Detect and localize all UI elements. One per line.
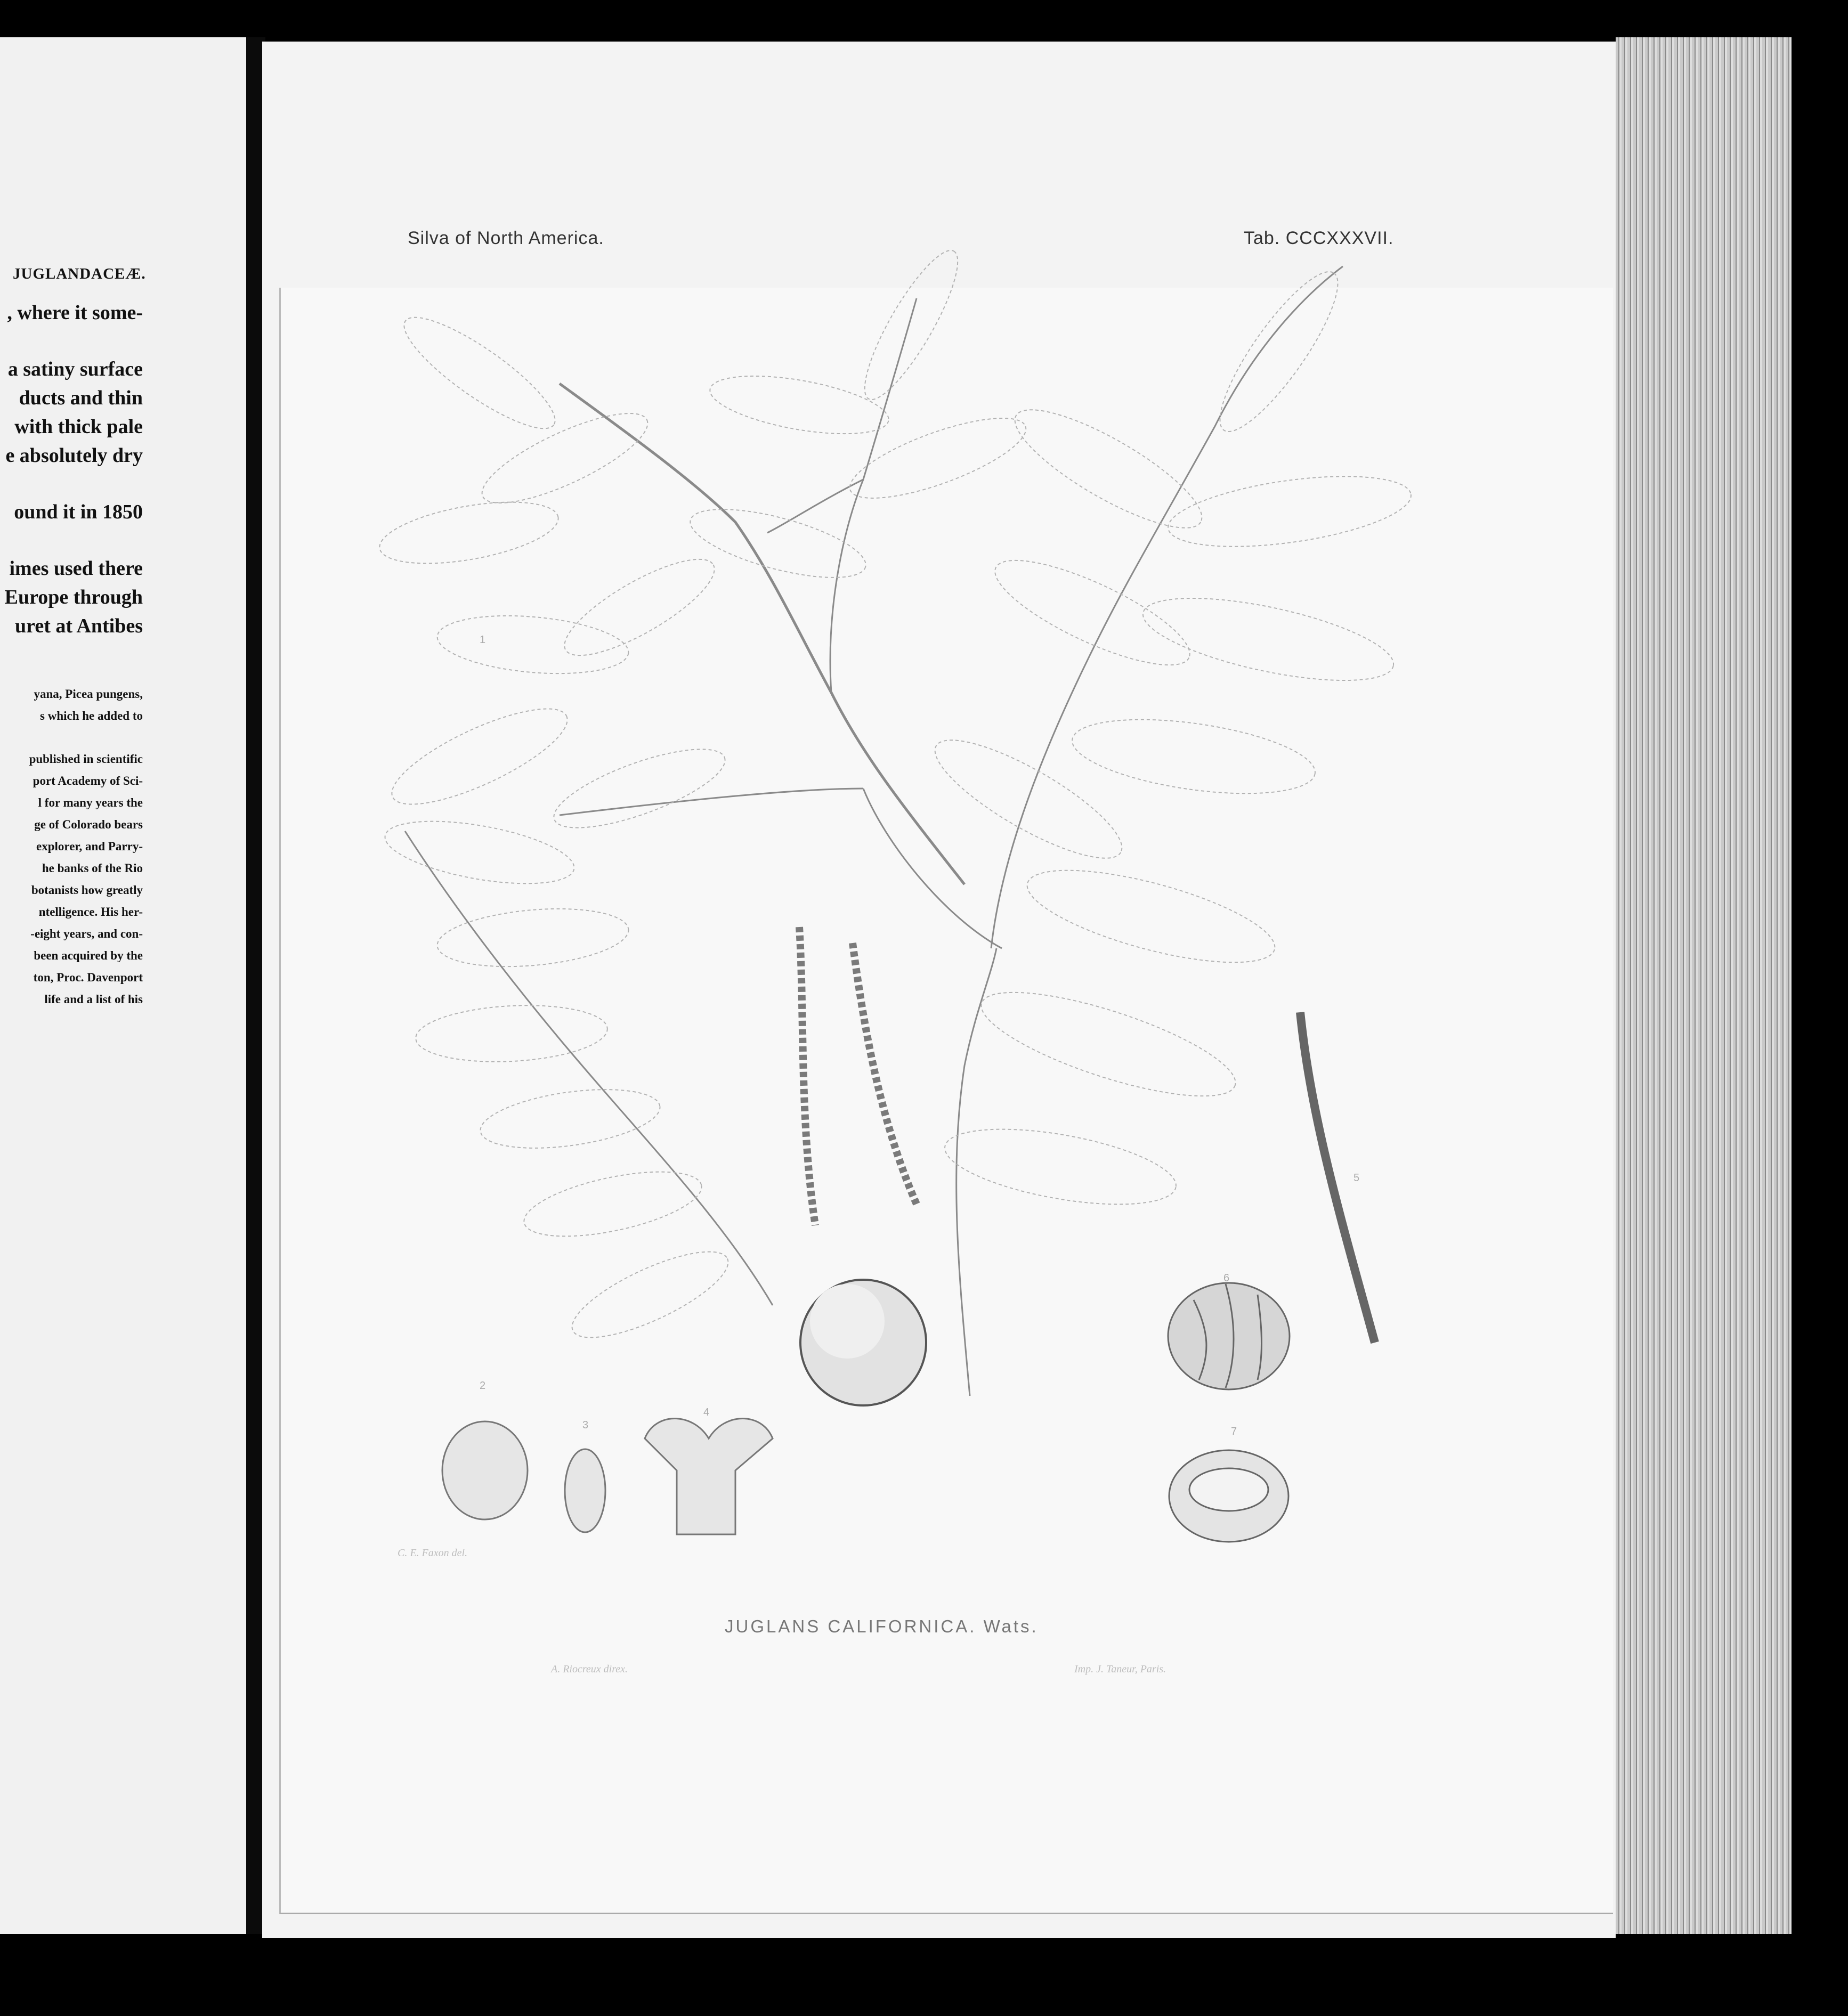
credit-artist: C. E. Faxon del. bbox=[398, 1547, 468, 1559]
cut-nut bbox=[1169, 1450, 1288, 1542]
running-head-left: Silva of North America. bbox=[408, 228, 604, 248]
text-line: been acquired by the bbox=[34, 949, 143, 962]
text-line: yana, Picea pungens, bbox=[34, 687, 143, 701]
figure-number: 5 bbox=[1353, 1172, 1360, 1184]
figure-number: 4 bbox=[703, 1407, 710, 1418]
text-line: ge of Colorado bears bbox=[34, 818, 143, 831]
text-line: ound it in 1850 bbox=[14, 501, 143, 523]
text-line: published in scientific bbox=[29, 752, 143, 766]
text-line: e absolutely dry bbox=[5, 444, 143, 467]
text-line: with thick pale bbox=[14, 416, 143, 438]
left-page-header: JUGLANDACEÆ. bbox=[13, 265, 146, 282]
walnut-fruit bbox=[800, 1280, 926, 1405]
text-line: ntelligence. His her- bbox=[38, 905, 143, 918]
figure-number: 6 bbox=[1223, 1272, 1230, 1284]
detail-figures bbox=[442, 1419, 773, 1535]
catkins bbox=[799, 927, 917, 1225]
credit-printer: Imp. J. Taneur, Paris. bbox=[1074, 1663, 1166, 1675]
text-line: s which he added to bbox=[40, 709, 143, 722]
leaflets bbox=[375, 240, 1415, 1354]
figure-number: 7 bbox=[1231, 1426, 1237, 1437]
text-line: Europe through bbox=[4, 586, 143, 608]
whole-nut bbox=[1168, 1283, 1290, 1389]
running-head-right: Tab. CCCXXXVII. bbox=[1244, 228, 1394, 248]
text-line: , where it some- bbox=[7, 302, 143, 324]
credit-engraver: A. Riocreux direx. bbox=[551, 1663, 628, 1675]
text-line: l for many years the bbox=[38, 796, 143, 809]
text-line: life and a list of his bbox=[44, 993, 143, 1006]
figure-number: 2 bbox=[480, 1380, 486, 1392]
text-line: he banks of the Rio bbox=[42, 861, 143, 875]
text-line: ducts and thin bbox=[19, 387, 143, 409]
branch-stems bbox=[405, 266, 1343, 1396]
text-line: imes used there bbox=[9, 557, 143, 580]
winter-twig bbox=[1300, 1012, 1375, 1343]
text-line: uret at Antibes bbox=[15, 615, 143, 637]
figure-number: 3 bbox=[582, 1419, 589, 1431]
figure-number: 1 bbox=[480, 634, 486, 646]
species-title: JUGLANS CALIFORNICA. Wats. bbox=[725, 1616, 1039, 1636]
text-line: botanists how greatly bbox=[31, 883, 143, 897]
text-line: a satiny surface bbox=[7, 358, 143, 380]
text-line: explorer, and Parry- bbox=[36, 840, 143, 853]
text-line: ton, Proc. Davenport bbox=[33, 971, 143, 984]
text-line: port Academy of Sci- bbox=[33, 774, 143, 787]
text-line: -eight years, and con- bbox=[30, 927, 143, 940]
